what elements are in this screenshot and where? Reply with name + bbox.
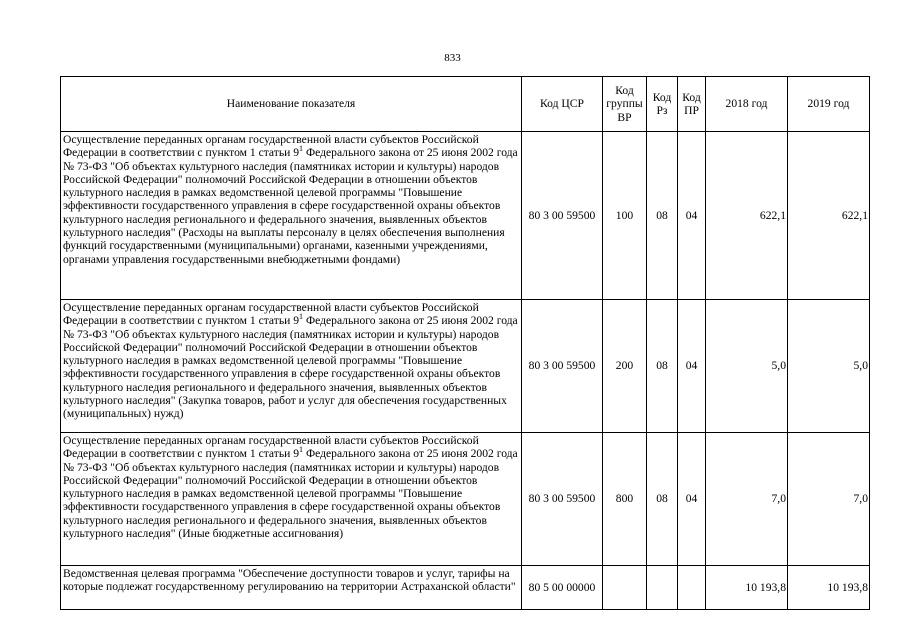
- row-name: [61, 300, 522, 433]
- row-2018: 10 193,8: [706, 566, 788, 610]
- row-vr: 100: [603, 132, 647, 300]
- row-name-sup: 1: [299, 312, 304, 322]
- row-name: [61, 132, 522, 300]
- row-vr: [603, 566, 647, 610]
- row-csr: 80 3 00 59500: [522, 132, 603, 300]
- header-vr: Код группы ВР: [603, 77, 647, 132]
- header-csr: Код ЦСР: [522, 77, 603, 132]
- row-vr: 200: [603, 300, 647, 433]
- header-rz: Код Рз: [647, 77, 678, 132]
- row-name: [61, 433, 522, 566]
- row-pr: 04: [678, 433, 706, 566]
- table-row: [61, 300, 870, 433]
- row-2019: 5,0: [788, 300, 870, 433]
- row-pr: 04: [678, 132, 706, 300]
- row-2019: 7,0: [788, 433, 870, 566]
- row-name-end: Федерального закона от 25 июня 2002 года № 73-ФЗ "Об объектах культурного наследия (памятниках истории и культуры) народов Российской Федерации" полномочий Российской Федерации в отношении объектов культурного наследия в рамках ведомственной целевой программы "Повышение эффективности государственного управления в сфере государственной охраны объектов культурного наследия регионального и федерального значения, выявленных объектов культурного наследия" (Закупка товаров, работ и услуг для обеспечения государственных (муниципальных) нужд): [63, 314, 518, 421]
- row-name-start: Осуществление переданных органам государственной власти субъектов Российской Федерации в соответствии с пунктом 1 статьи 9: [63, 133, 479, 160]
- header-pr: Код ПР: [678, 77, 706, 132]
- row-pr: [678, 566, 706, 610]
- row-name: [61, 566, 522, 610]
- row-name-sup: 1: [299, 445, 304, 455]
- row-rz: [647, 566, 678, 610]
- row-csr: 80 3 00 59500: [522, 433, 603, 566]
- page-number: 833: [444, 52, 461, 64]
- row-rz: 08: [647, 433, 678, 566]
- header-2019: 2019 год: [788, 77, 870, 132]
- table-row: [61, 566, 870, 610]
- row-pr: 04: [678, 300, 706, 433]
- budget-table: [60, 76, 870, 610]
- row-rz: 08: [647, 132, 678, 300]
- row-name-end: Федерального закона от 25 июня 2002 года № 73-ФЗ "Об объектах культурного наследия (памятниках истории и культуры) народов Российской Федерации" полномочий Российской Федерации в отношении объектов культурного наследия в рамках ведомственной целевой программы "Повышение эффективности государственного управления в сфере государственной охраны объектов культурного наследия регионального и федерального значения, выявленных объектов культурного наследия" (Иные бюджетные ассигнования): [63, 447, 518, 541]
- table-row: [61, 433, 870, 566]
- row-2018: 7,0: [706, 433, 788, 566]
- header-name: Наименование показателя: [61, 77, 522, 132]
- row-2019: 10 193,8: [788, 566, 870, 610]
- row-csr: 80 3 00 59500: [522, 300, 603, 433]
- row-name-sup: 1: [299, 144, 304, 154]
- header-2018: 2018 год: [706, 77, 788, 132]
- row-name-start: Осуществление переданных органам государственной власти субъектов Российской Федерации в соответствии с пунктом 1 статьи 9: [63, 434, 479, 461]
- row-csr: 80 5 00 00000: [522, 566, 603, 610]
- row-name-start: Осуществление переданных органам государственной власти субъектов Российской Федерации в соответствии с пунктом 1 статьи 9: [63, 301, 479, 328]
- row-name-end: Федерального закона от 25 июня 2002 года № 73-ФЗ "Об объектах культурного наследия (памятниках истории и культуры) народов Российской Федерации" полномочий Российской Федерации в отношении объектов культурного наследия в рамках ведомственной целевой программы "Повышение эффективности государственного управления в сфере государственной охраны объектов культурного наследия регионального и федерального значения, выявленных объектов культурного наследия" (Расходы на выплаты персоналу в целях обеспечения выполнения функций государственными (муниципальными) органами, казенными учреждениями, органами управления государственными внебюджетными фондами): [63, 146, 518, 266]
- table-header-row: [61, 77, 870, 132]
- row-2018: 622,1: [706, 132, 788, 300]
- row-vr: 800: [603, 433, 647, 566]
- row-2018: 5,0: [706, 300, 788, 433]
- row-name-start: Ведомственная целевая программа "Обеспечение доступности товаров и услуг, тарифы на которые подлежат государственному регулированию на территории Астраханской области": [63, 567, 516, 594]
- table-row: [61, 132, 870, 300]
- row-2019: 622,1: [788, 132, 870, 300]
- row-rz: 08: [647, 300, 678, 433]
